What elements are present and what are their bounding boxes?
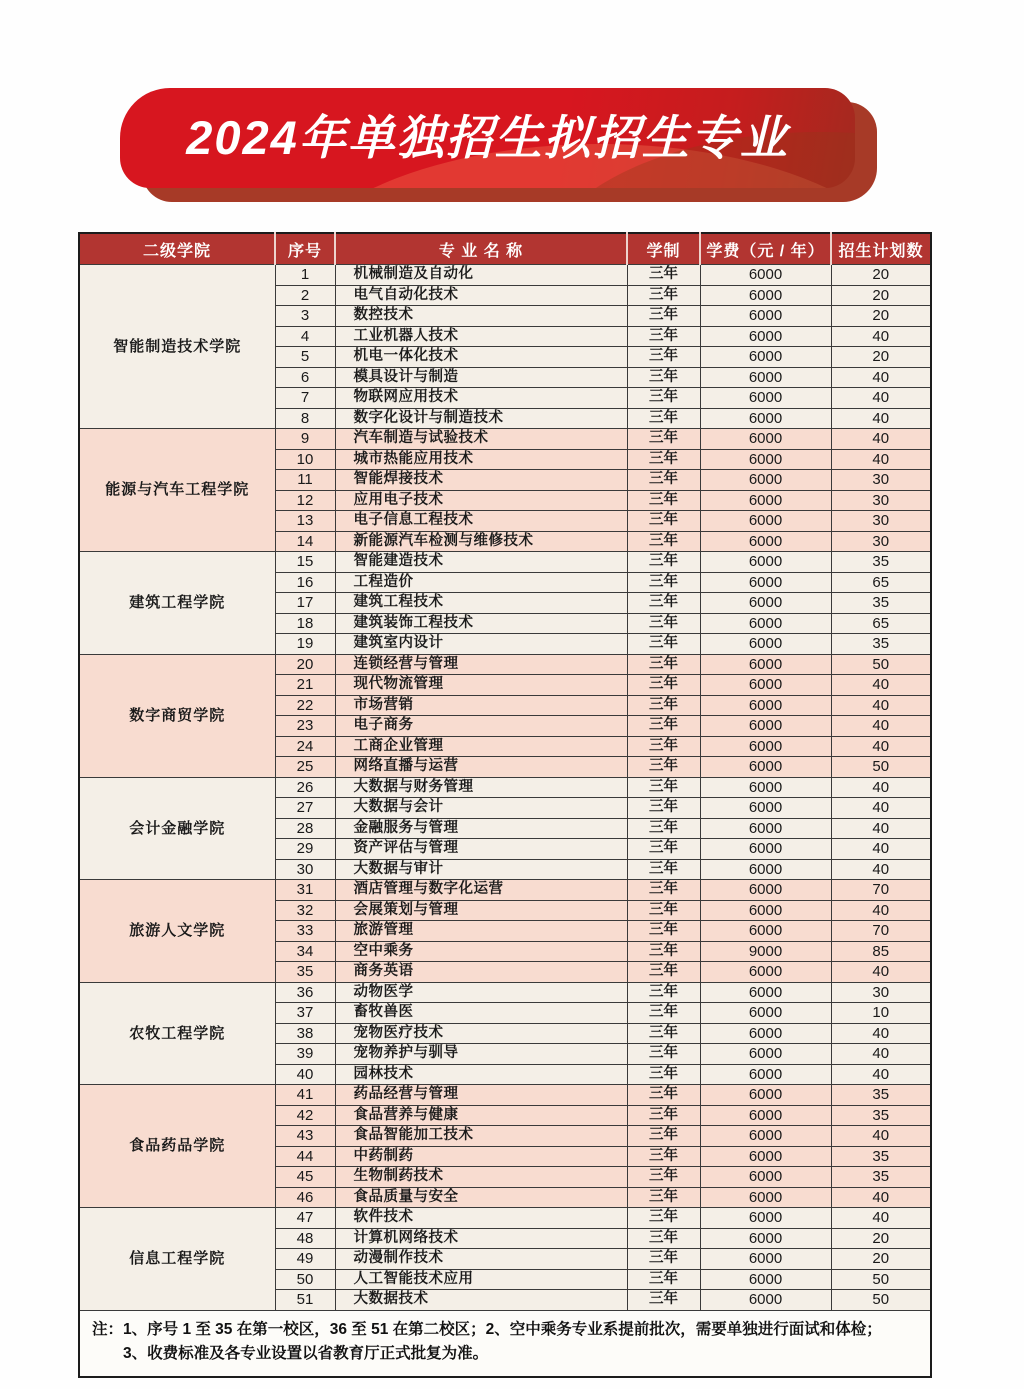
major-cell: 汽车制造与试验技术 [335, 429, 627, 450]
duration-cell: 三年 [627, 490, 700, 511]
seq-cell: 17 [275, 593, 335, 614]
duration-cell: 三年 [627, 511, 700, 532]
seq-cell: 49 [275, 1249, 335, 1270]
seq-cell: 8 [275, 408, 335, 429]
duration-cell: 三年 [627, 285, 700, 306]
seq-cell: 14 [275, 531, 335, 552]
duration-cell: 三年 [627, 531, 700, 552]
seq-cell: 24 [275, 736, 335, 757]
tuition-cell: 6000 [700, 593, 831, 614]
duration-cell: 三年 [627, 326, 700, 347]
seq-cell: 12 [275, 490, 335, 511]
major-cell: 智能建造技术 [335, 552, 627, 573]
major-cell: 城市热能应用技术 [335, 449, 627, 470]
seq-cell: 45 [275, 1167, 335, 1188]
notes-block [92, 1318, 920, 1368]
plan-cell: 35 [831, 1146, 931, 1167]
plan-cell: 40 [831, 1126, 931, 1147]
plan-cell: 40 [831, 429, 931, 450]
tuition-cell: 9000 [700, 941, 831, 962]
college-cell: 信息工程学院 [79, 1208, 275, 1311]
duration-cell: 三年 [627, 1228, 700, 1249]
tuition-cell: 6000 [700, 634, 831, 655]
plan-cell: 40 [831, 388, 931, 409]
duration-cell: 三年 [627, 1105, 700, 1126]
tuition-cell: 6000 [700, 490, 831, 511]
seq-cell: 2 [275, 285, 335, 306]
tuition-cell: 6000 [700, 408, 831, 429]
major-cell: 宠物养护与驯导 [335, 1044, 627, 1065]
major-cell: 工业机器人技术 [335, 326, 627, 347]
major-cell: 现代物流管理 [335, 675, 627, 696]
plan-cell: 65 [831, 613, 931, 634]
tuition-cell: 6000 [700, 1146, 831, 1167]
seq-cell: 9 [275, 429, 335, 450]
seq-cell: 30 [275, 859, 335, 880]
tuition-cell: 6000 [700, 1003, 831, 1024]
major-cell: 大数据与财务管理 [335, 777, 627, 798]
duration-cell: 三年 [627, 818, 700, 839]
plan-cell: 40 [831, 818, 931, 839]
tuition-cell: 6000 [700, 1064, 831, 1085]
tuition-cell: 6000 [700, 1126, 831, 1147]
duration-cell: 三年 [627, 613, 700, 634]
seq-cell: 38 [275, 1023, 335, 1044]
plan-cell: 40 [831, 736, 931, 757]
plan-cell: 35 [831, 552, 931, 573]
tuition-cell: 6000 [700, 1187, 831, 1208]
notes-cell [79, 1310, 931, 1377]
tuition-cell: 6000 [700, 1269, 831, 1290]
table-header [79, 233, 931, 265]
duration-cell: 三年 [627, 1290, 700, 1311]
tuition-cell: 6000 [700, 921, 831, 942]
tuition-cell: 6000 [700, 757, 831, 778]
tuition-cell: 6000 [700, 285, 831, 306]
seq-cell: 29 [275, 839, 335, 860]
note-line-1: 1、序号 1 至 35 在第一校区，36 至 51 在第二校区；2、空中乘务专业系提前批次，需要单独进行面试和体检； [123, 1320, 882, 1338]
duration-cell: 三年 [627, 1146, 700, 1167]
college-cell: 建筑工程学院 [79, 552, 275, 655]
duration-cell: 三年 [627, 408, 700, 429]
major-cell: 金融服务与管理 [335, 818, 627, 839]
duration-cell: 三年 [627, 1064, 700, 1085]
tuition-cell: 6000 [700, 1023, 831, 1044]
major-cell: 大数据技术 [335, 1290, 627, 1311]
duration-cell: 三年 [627, 1085, 700, 1106]
duration-cell: 三年 [627, 1167, 700, 1188]
seq-cell: 46 [275, 1187, 335, 1208]
tuition-cell: 6000 [700, 326, 831, 347]
plan-cell: 40 [831, 900, 931, 921]
major-cell: 建筑工程技术 [335, 593, 627, 614]
plan-cell: 35 [831, 593, 931, 614]
major-cell: 连锁经营与管理 [335, 654, 627, 675]
college-cell: 食品药品学院 [79, 1085, 275, 1208]
duration-cell: 三年 [627, 572, 700, 593]
plan-cell: 30 [831, 511, 931, 532]
major-cell: 机械制造及自动化 [335, 265, 627, 286]
duration-cell: 三年 [627, 880, 700, 901]
seq-cell: 33 [275, 921, 335, 942]
major-cell: 生物制药技术 [335, 1167, 627, 1188]
major-cell: 人工智能技术应用 [335, 1269, 627, 1290]
duration-cell: 三年 [627, 900, 700, 921]
major-cell: 数控技术 [335, 306, 627, 327]
col-header-tuition: 学费（元 / 年） [700, 233, 831, 265]
seq-cell: 7 [275, 388, 335, 409]
plan-cell: 20 [831, 285, 931, 306]
plan-cell: 20 [831, 1228, 931, 1249]
duration-cell: 三年 [627, 634, 700, 655]
major-cell: 药品经营与管理 [335, 1085, 627, 1106]
major-cell: 电子信息工程技术 [335, 511, 627, 532]
major-cell: 应用电子技术 [335, 490, 627, 511]
major-cell: 市场营销 [335, 695, 627, 716]
tuition-cell: 6000 [700, 695, 831, 716]
duration-cell: 三年 [627, 982, 700, 1003]
major-cell: 动漫制作技术 [335, 1249, 627, 1270]
duration-cell: 三年 [627, 859, 700, 880]
plan-cell: 85 [831, 941, 931, 962]
duration-cell: 三年 [627, 306, 700, 327]
duration-cell: 三年 [627, 1023, 700, 1044]
duration-cell: 三年 [627, 695, 700, 716]
major-cell: 商务英语 [335, 962, 627, 983]
seq-cell: 37 [275, 1003, 335, 1024]
table-row [79, 880, 931, 901]
tuition-cell: 6000 [700, 449, 831, 470]
seq-cell: 43 [275, 1126, 335, 1147]
tuition-cell: 6000 [700, 859, 831, 880]
plan-cell: 30 [831, 470, 931, 491]
duration-cell: 三年 [627, 429, 700, 450]
duration-cell: 三年 [627, 675, 700, 696]
col-header-major: 专 业 名 称 [335, 233, 627, 265]
major-cell: 园林技术 [335, 1064, 627, 1085]
seq-cell: 35 [275, 962, 335, 983]
majors-table [78, 232, 932, 1378]
plan-cell: 20 [831, 347, 931, 368]
tuition-cell: 6000 [700, 1085, 831, 1106]
plan-cell: 65 [831, 572, 931, 593]
seq-cell: 41 [275, 1085, 335, 1106]
seq-cell: 15 [275, 552, 335, 573]
tuition-cell: 6000 [700, 306, 831, 327]
table-row [79, 1085, 931, 1106]
notes-row [79, 1310, 931, 1377]
college-cell: 能源与汽车工程学院 [79, 429, 275, 552]
plan-cell: 40 [831, 695, 931, 716]
major-cell: 动物医学 [335, 982, 627, 1003]
tuition-cell: 6000 [700, 511, 831, 532]
tuition-cell: 6000 [700, 962, 831, 983]
seq-cell: 3 [275, 306, 335, 327]
college-cell: 智能制造技术学院 [79, 265, 275, 429]
duration-cell: 三年 [627, 593, 700, 614]
major-cell: 网络直播与运营 [335, 757, 627, 778]
tuition-cell: 6000 [700, 1167, 831, 1188]
duration-cell: 三年 [627, 1044, 700, 1065]
plan-cell: 50 [831, 1290, 931, 1311]
tuition-cell: 6000 [700, 716, 831, 737]
seq-cell: 10 [275, 449, 335, 470]
plan-cell: 40 [831, 962, 931, 983]
plan-cell: 50 [831, 1269, 931, 1290]
tuition-cell: 6000 [700, 367, 831, 388]
plan-cell: 30 [831, 490, 931, 511]
duration-cell: 三年 [627, 1269, 700, 1290]
plan-cell: 50 [831, 757, 931, 778]
plan-cell: 40 [831, 675, 931, 696]
plan-cell: 40 [831, 798, 931, 819]
table-row [79, 777, 931, 798]
major-cell: 旅游管理 [335, 921, 627, 942]
seq-cell: 21 [275, 675, 335, 696]
plan-cell: 20 [831, 1249, 931, 1270]
table-row [79, 429, 931, 450]
tuition-cell: 6000 [700, 1208, 831, 1229]
banner-front-layer [120, 88, 855, 188]
tuition-cell: 6000 [700, 818, 831, 839]
plan-cell: 40 [831, 449, 931, 470]
major-cell: 建筑装饰工程技术 [335, 613, 627, 634]
duration-cell: 三年 [627, 798, 700, 819]
major-cell: 资产评估与管理 [335, 839, 627, 860]
seq-cell: 5 [275, 347, 335, 368]
tuition-cell: 6000 [700, 675, 831, 696]
seq-cell: 20 [275, 654, 335, 675]
tuition-cell: 6000 [700, 572, 831, 593]
duration-cell: 三年 [627, 736, 700, 757]
tuition-cell: 6000 [700, 388, 831, 409]
duration-cell: 三年 [627, 265, 700, 286]
plan-cell: 20 [831, 265, 931, 286]
plan-cell: 40 [831, 1044, 931, 1065]
duration-cell: 三年 [627, 449, 700, 470]
college-cell: 数字商贸学院 [79, 654, 275, 777]
plan-cell: 40 [831, 1064, 931, 1085]
tuition-cell: 6000 [700, 1044, 831, 1065]
major-cell: 酒店管理与数字化运营 [335, 880, 627, 901]
seq-cell: 25 [275, 757, 335, 778]
plan-cell: 30 [831, 982, 931, 1003]
tuition-cell: 6000 [700, 265, 831, 286]
seq-cell: 51 [275, 1290, 335, 1311]
seq-cell: 40 [275, 1064, 335, 1085]
plan-cell: 40 [831, 1187, 931, 1208]
duration-cell: 三年 [627, 388, 700, 409]
col-header-college: 二级学院 [79, 233, 275, 265]
major-cell: 食品营养与健康 [335, 1105, 627, 1126]
header-row [79, 233, 931, 265]
college-cell: 旅游人文学院 [79, 880, 275, 983]
seq-cell: 6 [275, 367, 335, 388]
plan-cell: 35 [831, 1085, 931, 1106]
seq-cell: 39 [275, 1044, 335, 1065]
seq-cell: 28 [275, 818, 335, 839]
seq-cell: 48 [275, 1228, 335, 1249]
seq-cell: 23 [275, 716, 335, 737]
duration-cell: 三年 [627, 1126, 700, 1147]
plan-cell: 40 [831, 1023, 931, 1044]
plan-cell: 40 [831, 408, 931, 429]
plan-cell: 40 [831, 367, 931, 388]
tuition-cell: 6000 [700, 839, 831, 860]
plan-cell: 70 [831, 880, 931, 901]
major-cell: 工商企业管理 [335, 736, 627, 757]
major-cell: 数字化设计与制造技术 [335, 408, 627, 429]
notes-prefix: 注： [92, 1320, 124, 1338]
major-cell: 计算机网络技术 [335, 1228, 627, 1249]
major-cell: 大数据与审计 [335, 859, 627, 880]
table-row [79, 654, 931, 675]
major-cell: 模具设计与制造 [335, 367, 627, 388]
duration-cell: 三年 [627, 757, 700, 778]
major-cell: 物联网应用技术 [335, 388, 627, 409]
major-cell: 中药制药 [335, 1146, 627, 1167]
major-cell: 建筑室内设计 [335, 634, 627, 655]
seq-cell: 44 [275, 1146, 335, 1167]
seq-cell: 26 [275, 777, 335, 798]
plan-cell: 40 [831, 839, 931, 860]
tuition-cell: 6000 [700, 470, 831, 491]
seq-cell: 19 [275, 634, 335, 655]
plan-cell: 35 [831, 634, 931, 655]
tuition-cell: 6000 [700, 552, 831, 573]
table-footer [79, 1310, 931, 1377]
major-cell: 食品智能加工技术 [335, 1126, 627, 1147]
tuition-cell: 6000 [700, 347, 831, 368]
plan-cell: 35 [831, 1167, 931, 1188]
tuition-cell: 6000 [700, 777, 831, 798]
duration-cell: 三年 [627, 1208, 700, 1229]
duration-cell: 三年 [627, 1249, 700, 1270]
seq-cell: 47 [275, 1208, 335, 1229]
major-cell: 机电一体化技术 [335, 347, 627, 368]
plan-cell: 35 [831, 1105, 931, 1126]
major-cell: 智能焊接技术 [335, 470, 627, 491]
seq-cell: 16 [275, 572, 335, 593]
plan-cell: 50 [831, 654, 931, 675]
major-cell: 畜牧兽医 [335, 1003, 627, 1024]
duration-cell: 三年 [627, 1003, 700, 1024]
duration-cell: 三年 [627, 367, 700, 388]
tuition-cell: 6000 [700, 1290, 831, 1311]
seq-cell: 32 [275, 900, 335, 921]
major-cell: 会展策划与管理 [335, 900, 627, 921]
table-row [79, 1208, 931, 1229]
tuition-cell: 6000 [700, 982, 831, 1003]
seq-cell: 50 [275, 1269, 335, 1290]
college-cell: 农牧工程学院 [79, 982, 275, 1085]
tuition-cell: 6000 [700, 1105, 831, 1126]
tuition-cell: 6000 [700, 654, 831, 675]
table-row [79, 265, 931, 286]
tuition-cell: 6000 [700, 880, 831, 901]
seq-cell: 34 [275, 941, 335, 962]
major-cell: 新能源汽车检测与维修技术 [335, 531, 627, 552]
duration-cell: 三年 [627, 716, 700, 737]
seq-cell: 13 [275, 511, 335, 532]
tuition-cell: 6000 [700, 613, 831, 634]
col-header-plan: 招生计划数 [831, 233, 931, 265]
tuition-cell: 6000 [700, 900, 831, 921]
table-body [79, 265, 931, 1311]
seq-cell: 1 [275, 265, 335, 286]
table-row [79, 982, 931, 1003]
plan-cell: 40 [831, 1208, 931, 1229]
table-row [79, 552, 931, 573]
seq-cell: 22 [275, 695, 335, 716]
plan-cell: 40 [831, 859, 931, 880]
major-cell: 工程造价 [335, 572, 627, 593]
seq-cell: 11 [275, 470, 335, 491]
major-cell: 大数据与会计 [335, 798, 627, 819]
tuition-cell: 6000 [700, 798, 831, 819]
major-cell: 空中乘务 [335, 941, 627, 962]
col-header-duration: 学制 [627, 233, 700, 265]
plan-cell: 30 [831, 531, 931, 552]
plan-cell: 40 [831, 777, 931, 798]
major-cell: 电气自动化技术 [335, 285, 627, 306]
note-line-2: 3、收费标准及各专业设置以省教育厅正式批复为准。 [123, 1345, 489, 1363]
duration-cell: 三年 [627, 347, 700, 368]
major-cell: 食品质量与安全 [335, 1187, 627, 1208]
college-cell: 会计金融学院 [79, 777, 275, 880]
plan-cell: 20 [831, 306, 931, 327]
title-banner [120, 88, 878, 204]
plan-cell: 40 [831, 326, 931, 347]
duration-cell: 三年 [627, 921, 700, 942]
notes-lines [123, 1318, 882, 1368]
duration-cell: 三年 [627, 941, 700, 962]
tuition-cell: 6000 [700, 429, 831, 450]
tuition-cell: 6000 [700, 736, 831, 757]
duration-cell: 三年 [627, 1187, 700, 1208]
duration-cell: 三年 [627, 962, 700, 983]
seq-cell: 36 [275, 982, 335, 1003]
duration-cell: 三年 [627, 552, 700, 573]
duration-cell: 三年 [627, 654, 700, 675]
major-cell: 软件技术 [335, 1208, 627, 1229]
col-header-seq: 序号 [275, 233, 335, 265]
tuition-cell: 6000 [700, 531, 831, 552]
major-cell: 宠物医疗技术 [335, 1023, 627, 1044]
page-title: 2024年单独招生拟招生专业 [186, 111, 789, 164]
duration-cell: 三年 [627, 470, 700, 491]
plan-cell: 40 [831, 716, 931, 737]
duration-cell: 三年 [627, 777, 700, 798]
duration-cell: 三年 [627, 839, 700, 860]
seq-cell: 4 [275, 326, 335, 347]
seq-cell: 18 [275, 613, 335, 634]
tuition-cell: 6000 [700, 1228, 831, 1249]
seq-cell: 27 [275, 798, 335, 819]
major-cell: 电子商务 [335, 716, 627, 737]
plan-cell: 10 [831, 1003, 931, 1024]
plan-cell: 70 [831, 921, 931, 942]
seq-cell: 31 [275, 880, 335, 901]
seq-cell: 42 [275, 1105, 335, 1126]
tuition-cell: 6000 [700, 1249, 831, 1270]
